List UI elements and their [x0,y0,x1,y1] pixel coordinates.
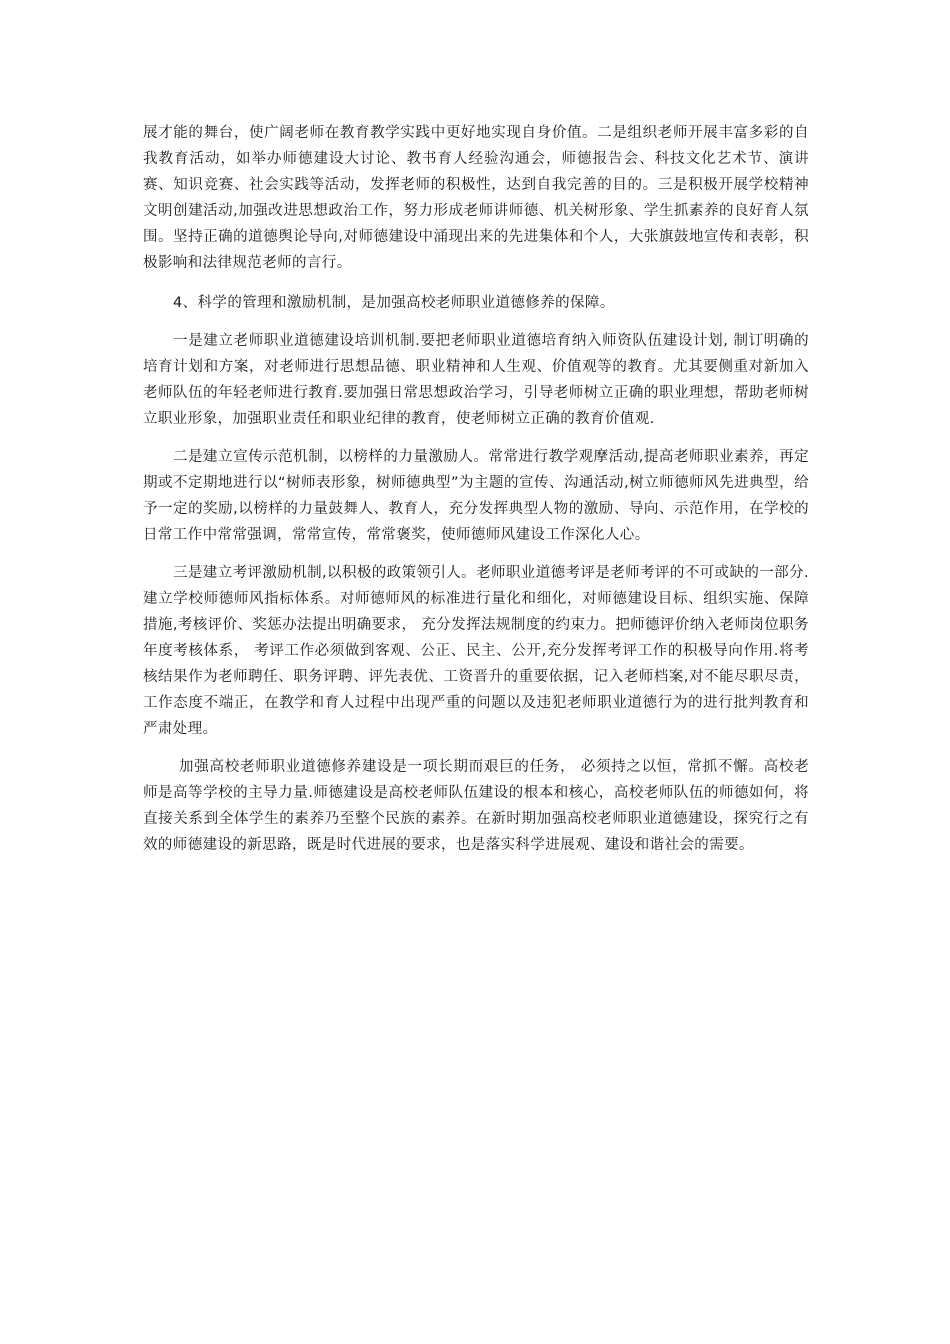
paragraph-continuation: 展才能的舞台，使广阔老师在教育教学实践中更好地实现自身价值。二是组织老师开展丰富多彩的自我教育活动，如举办师德建设大讨论、教书育人经验沟通会，师德报告会、科技文化艺术节、演讲赛、知识竞赛、社会实践等活动，发挥老师的积极性，达到自我完善的目的。三是积极开展学校精神文明创建活动,加强改进思想政治工作，努力形成老师讲师德、机关树形象、学生抓素养的良好育人氛围。坚持正确的道德舆论导向,对师德建设中涌现出来的先进集体和个人，大张旗鼓地宣传和表彰，积极影响和法律规范老师的言行。 [143,125,809,271]
section-heading-4: 4、科学的管理和激励机制，是加强高校老师职业道德修养的保障。 [173,295,615,311]
paragraph-conclusion: 加强高校老师职业道德修养建设是一项长期而艰巨的任务， 必须持之以恒，常抓不懈。高校老师是高等学校的主导力量.师德建设是高校老师队伍建设的根本和核心，高校老师队伍的师德如何，将直接关系到全体学生的素养乃至整个民族的素养。在新时期加强高校老师职业道德建设，探究行之有效的师德建设的新思路，既是时代进展的要求，也是落实科学进展观、建设和谐社会的需要。 [143,759,809,853]
paragraph-publicity-mechanism: 二是建立宣传示范机制，以榜样的力量激励人。常常进行教学观摩活动,提高老师职业素养，再定期或不定期地进行以“树师表形象，树师德典型”为主题的宣传、沟通活动,树立师德师风先进典型，给予一定的奖励,以榜样的力量鼓舞人、教育人，充分发挥典型人物的激励、导向、示范作用，在学校的日常工作中常常强调，常常宣传，常常褒奖，使师德师风建设工作深化人心。 [143,449,809,543]
document-body [143,120,809,858]
paragraph-evaluation-mechanism: 三是建立考评激励机制,以积极的政策领引人。老师职业道德考评是老师考评的不可或缺的一部分.建立学校师德师风指标体系。对师德师风的标准进行量化和细化，对师德建设目标、组织实施、保障措施,考核评价、奖惩办法提出明确要求， 充分发挥法规制度的约束力。把师德评价纳入老师岗位职务年度考核体系， 考评工作必须做到客观、公正、民主、公开,充分发挥考评工作的积极导向作用.将考核结果作为老师聘任、职务评聘、评先表优、工资晋升的重要依据，记入老师档案,对不能尽职尽责，工作态度不端正，在教学和育人过程中出现严重的问题以及违犯老师职业道德行为的进行批判教育和严肃处理。 [143,565,809,737]
paragraph-training-mechanism: 一是建立老师职业道德建设培训机制.要把老师职业道德培育纳入师资队伍建设计划, 制订明确的培育计划和方案，对老师进行思想品德、职业精神和人生观、价值观等的教育。尤其要侧重对新加入老师队伍的年轻老师进行教育.要加强日常思想政治学习，引导老师树立正确的职业理想，帮助老师树立职业形象，加强职业责任和职业纪律的教育，使老师树立正确的教育价值观. [143,333,809,427]
